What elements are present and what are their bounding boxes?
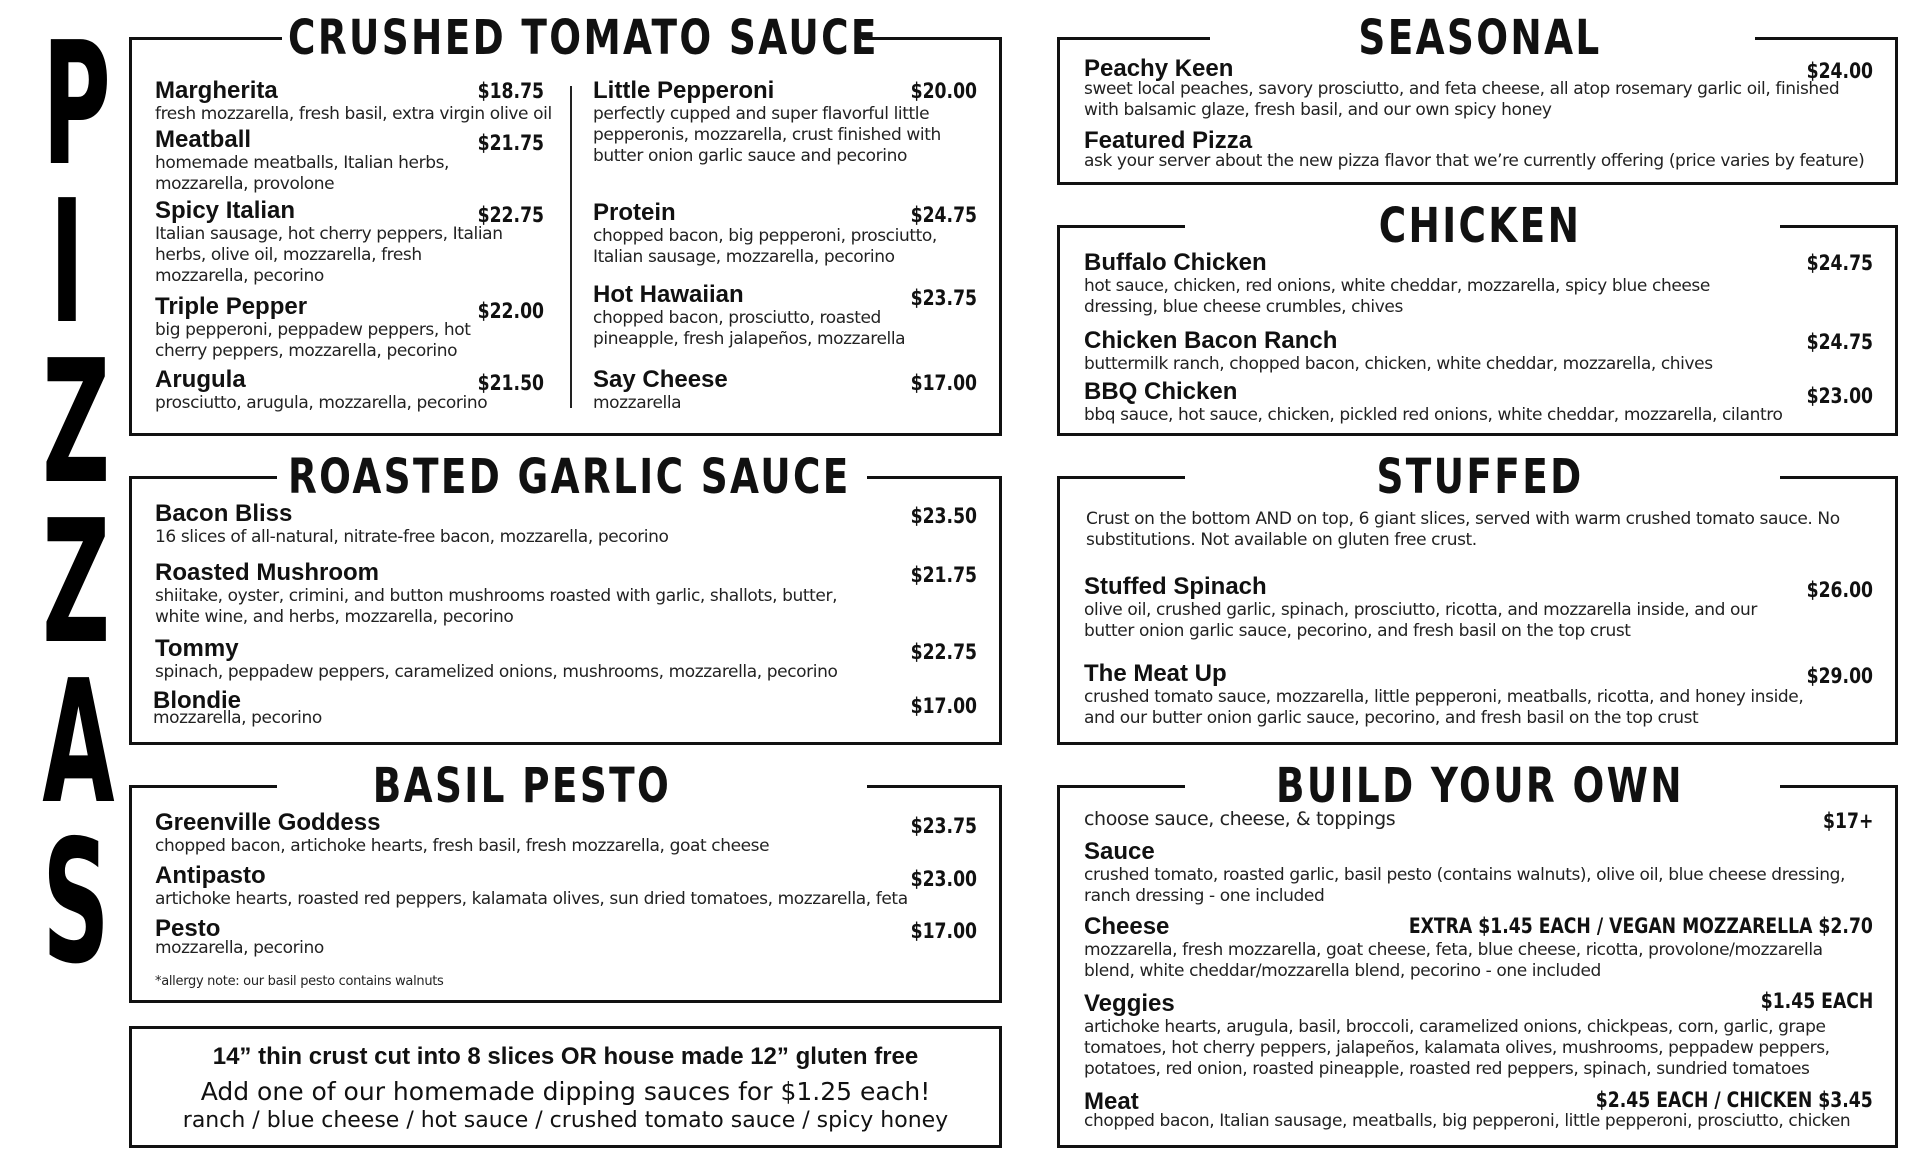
menu-item-stuffed-spinach — [1084, 574, 1774, 642]
item-price: $21.75 — [910, 563, 977, 587]
menu-item-spicy-italian — [155, 198, 515, 287]
item-name: Bacon Bliss — [155, 500, 293, 527]
side-letter-z2: Z — [42, 484, 111, 682]
item-price: $26.00 — [1806, 578, 1873, 602]
item-price: $29.00 — [1806, 664, 1873, 688]
item-desc: chopped bacon, Italian sausage, meatballs, big pepperoni, little pepperoni, prosciutto, chicken — [1084, 1111, 1851, 1131]
item-name: The Meat Up — [1084, 660, 1227, 687]
section-title: STUFFED — [1285, 449, 1675, 505]
column-divider — [570, 86, 572, 408]
menu-item-bbq-chicken — [1084, 379, 1864, 426]
item-name: Roasted Mushroom — [155, 559, 380, 586]
menu-item-blondie — [153, 688, 753, 729]
menu-item-antipasto — [155, 863, 915, 910]
item-name: Chicken Bacon Ranch — [1084, 327, 1338, 354]
item-desc: mozzarella, pecorino — [155, 938, 324, 958]
item-name: Tommy — [155, 635, 239, 662]
section-title: BUILD YOUR OWN — [1246, 758, 1714, 814]
item-desc: crushed tomato sauce, mozzarella, little pepperoni, meatballs, ricotta, and honey inside, and our butter onion garlic sauce, pecorino, and fresh basil on the top crust — [1084, 687, 1804, 728]
menu-item-triple-pepper — [155, 294, 500, 362]
section-title: SEASONAL — [1285, 10, 1675, 66]
side-letter-s: S — [42, 804, 110, 1002]
item-desc: big pepperoni, peppadew peppers, hot cherry peppers, mozzarella, pecorino — [155, 320, 471, 361]
item-name: Meat — [1084, 1088, 1139, 1115]
item-name: Protein — [593, 199, 676, 226]
item-name: Arugula — [155, 366, 246, 393]
item-desc: chopped bacon, artichoke hearts, fresh basil, fresh mozzarella, goat cheese — [155, 836, 770, 856]
item-price: $23.75 — [910, 814, 977, 838]
item-name: Antipasto — [155, 862, 266, 889]
item-price: $1.45 EACH — [1760, 989, 1873, 1013]
menu-item-bacon-bliss — [155, 501, 855, 548]
item-name: BBQ Chicken — [1084, 378, 1238, 405]
item-desc: chopped bacon, prosciutto, roasted pineapple, fresh jalapeños, mozzarella — [593, 308, 906, 349]
item-name: Veggies — [1084, 990, 1175, 1017]
item-price: $23.00 — [1806, 384, 1873, 408]
item-name: Peachy Keen — [1084, 55, 1234, 82]
item-price: $23.50 — [910, 504, 977, 528]
crust-info-line: 14” thin crust cut into 8 slices OR house made 12” gluten free — [212, 1043, 919, 1070]
item-price: $24.00 — [1806, 59, 1873, 83]
item-price: $21.75 — [477, 131, 544, 155]
item-desc: chopped bacon, big pepperoni, prosciutto, Italian sausage, mozzarella, pecorino — [593, 226, 937, 267]
item-desc: sweet local peaches, savory prosciutto, and feta cheese, all atop rosemary garlic oil, finished with balsamic glaze, fresh basil, and our own spicy honey — [1084, 79, 1840, 120]
item-desc: olive oil, crushed garlic, spinach, prosciutto, ricotta, and mozzarella inside, and our butter onion garlic sauce, pecorino, and fresh basil on the top crust — [1084, 600, 1758, 641]
item-desc: homemade meatballs, Italian herbs, mozzarella, provolone — [155, 153, 450, 194]
section-title: CRUSHED TOMATO SAUCE — [288, 10, 879, 66]
item-name: Say Cheese — [593, 366, 728, 393]
section-title: BASIL PESTO — [327, 758, 717, 814]
item-price: $22.75 — [910, 640, 977, 664]
panel-basil-pesto — [129, 758, 1002, 1003]
item-price: $17.00 — [910, 694, 977, 718]
item-desc: buttermilk ranch, chopped bacon, chicken, white cheddar, mozzarella, chives — [1084, 354, 1713, 374]
panel-crust-info — [129, 1026, 1002, 1148]
byo-veggies — [1084, 991, 1874, 1080]
item-price: $22.75 — [477, 203, 544, 227]
item-name: Pesto — [155, 915, 221, 942]
item-name: Spicy Italian — [155, 197, 296, 224]
menu-item-pesto — [155, 916, 755, 959]
menu-item-buffalo-chicken — [1084, 250, 1734, 318]
dipping-sauce-offer: Add one of our homemade dipping sauces for $1.25 each! — [200, 1077, 931, 1106]
item-price: $24.75 — [910, 203, 977, 227]
item-desc: mozzarella, fresh mozzarella, goat cheese, feta, blue cheese, ricotta, provolone/mozzarella blend, white cheddar/mozzarella blend, pecorino - one included — [1084, 940, 1823, 981]
item-desc: spinach, peppadew peppers, caramelized onions, mushrooms, mozzarella, pecorino — [155, 662, 838, 682]
side-letter-z1: Z — [42, 324, 111, 522]
item-name: Stuffed Spinach — [1084, 573, 1267, 600]
menu-item-meatball — [155, 127, 475, 195]
byo-sauce — [1084, 839, 1874, 907]
item-name: Featured Pizza — [1084, 127, 1253, 154]
menu-item-peachy-keen — [1084, 56, 1874, 121]
menu-item-tommy — [155, 636, 885, 683]
item-name: Greenville Goddess — [155, 809, 381, 836]
item-desc: fresh mozzarella, fresh basil, extra virgin olive oil — [155, 104, 552, 124]
item-price: $18.75 — [477, 79, 544, 103]
item-desc: artichoke hearts, arugula, basil, broccoli, caramelized onions, chickpeas, corn, garlic, grape tomatoes, hot cherry peppers, jalapeños, kalamata olives, mushrooms, peppadew peppers, potatoes, red onion, roasted pineapple, roasted red peppers, spinach, sundried tomatoes — [1084, 1017, 1830, 1079]
item-name: Margherita — [155, 77, 278, 104]
item-desc: 16 slices of all-natural, nitrate-free bacon, mozzarella, pecorino — [155, 527, 669, 547]
section-title: CHICKEN — [1285, 198, 1675, 254]
menu-item-featured-pizza — [1084, 128, 1884, 172]
item-name: Hot Hawaiian — [593, 281, 744, 308]
panel-seasonal — [1057, 10, 1898, 185]
dipping-sauce-list: ranch / blue cheese / hot sauce / crushed tomato sauce / spicy honey — [182, 1108, 949, 1133]
menu-item-greenville-goddess — [155, 810, 885, 857]
menu-item-the-meat-up — [1084, 661, 1824, 729]
item-desc: mozzarella — [593, 393, 682, 413]
side-letter-i: I — [49, 164, 85, 362]
item-desc: hot sauce, chicken, red onions, white cheddar, mozzarella, spicy blue cheese dressing, blue cheese crumbles, chives — [1084, 276, 1710, 317]
item-price: $21.50 — [477, 371, 544, 395]
menu-item-hot-hawaiian — [593, 282, 923, 350]
byo-intro: choose sauce, cheese, & toppings — [1084, 808, 1396, 830]
item-name: Meatball — [155, 126, 252, 153]
menu-item-say-cheese — [593, 367, 923, 414]
item-price: $24.75 — [1806, 330, 1873, 354]
panel-roasted-garlic — [129, 449, 1002, 745]
menu-item-roasted-mushroom — [155, 560, 885, 628]
item-name: Sauce — [1084, 838, 1155, 865]
item-price: $20.00 — [910, 79, 977, 103]
item-price: $23.00 — [910, 867, 977, 891]
panel-crushed-tomato — [129, 10, 1002, 436]
item-desc: bbq sauce, hot sauce, chicken, pickled red onions, white cheddar, mozzarella, cilantro — [1084, 405, 1783, 425]
allergy-note: *allergy note: our basil pesto contains walnuts — [155, 974, 444, 989]
item-price: $17.00 — [910, 919, 977, 943]
item-desc: prosciutto, arugula, mozzarella, pecorino — [155, 393, 488, 413]
menu-item-protein — [593, 200, 963, 268]
item-desc: Italian sausage, hot cherry peppers, Italian herbs, olive oil, mozzarella, fresh mozzarella, pecorino — [155, 224, 503, 286]
side-letter-a: A — [42, 644, 115, 842]
menu-item-little-pepperoni — [593, 78, 943, 167]
menu-item-chicken-bacon-ranch — [1084, 328, 1844, 375]
item-desc: perfectly cupped and super flavorful little pepperonis, mozzarella, crust finished with butter onion garlic sauce and pecorino — [593, 104, 941, 166]
item-price: $23.75 — [910, 286, 977, 310]
stuffed-intro: Crust on the bottom AND on top, 6 giant slices, served with warm crushed tomato sauce. No substitutions. Not available on gluten free crust. — [1086, 509, 1840, 550]
item-desc: artichoke hearts, roasted red peppers, kalamata olives, sun dried tomatoes, mozzarella, feta — [155, 889, 908, 909]
item-price: EXTRA $1.45 EACH / VEGAN MOZZARELLA $2.70 — [1408, 914, 1873, 938]
item-desc: ask your server about the new pizza flavor that we’re currently offering (price varies by feature) — [1084, 151, 1865, 171]
item-price: $17.00 — [910, 371, 977, 395]
panel-chicken — [1057, 198, 1898, 436]
item-name: Buffalo Chicken — [1084, 249, 1267, 276]
panel-stuffed — [1057, 449, 1898, 745]
panel-build-your-own — [1057, 758, 1898, 1148]
item-name: Cheese — [1084, 913, 1170, 940]
item-price: $24.75 — [1806, 251, 1873, 275]
item-desc: mozzarella, pecorino — [153, 708, 322, 728]
side-letter-p: P — [42, 6, 111, 204]
section-title: ROASTED GARLIC SAUCE — [288, 449, 851, 505]
byo-base-price: $17+ — [1822, 809, 1873, 833]
item-price: $22.00 — [477, 299, 544, 323]
item-price: $2.45 EACH / CHICKEN $3.45 — [1596, 1088, 1873, 1112]
item-desc: crushed tomato, roasted garlic, basil pesto (contains walnuts), olive oil, blue cheese dressing, ranch dressing - one included — [1084, 865, 1845, 906]
item-name: Triple Pepper — [155, 293, 308, 320]
item-name: Little Pepperoni — [593, 77, 775, 104]
item-name: Blondie — [153, 687, 241, 714]
item-desc: shiitake, oyster, crimini, and button mushrooms roasted with garlic, shallots, butter, white wine, and herbs, mozzarella, pecorino — [155, 586, 838, 627]
